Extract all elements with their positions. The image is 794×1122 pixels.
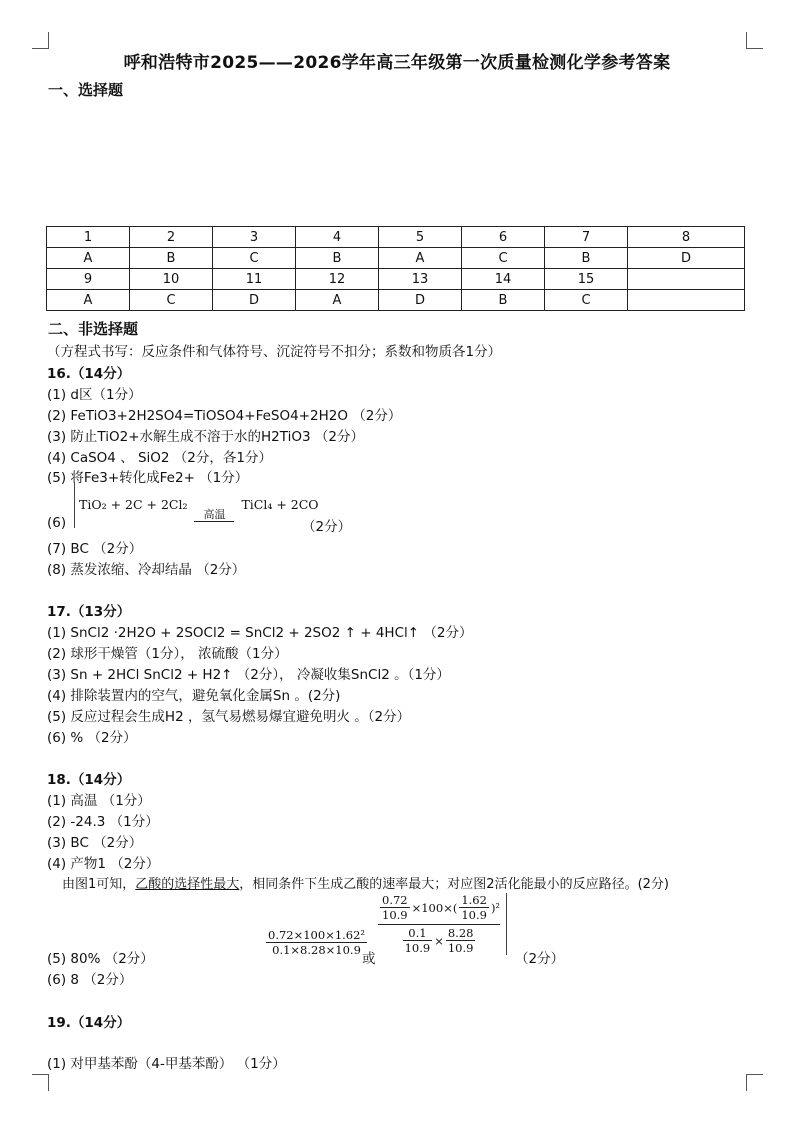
table-cell: 10 <box>130 269 213 290</box>
q19-answer-1: (1) 对甲基苯酚（4-甲基苯酚） （1分） <box>47 1056 286 1072</box>
q16-answer-3: (3) 防止TiO2+水解生成不溶于水的H2TiO3 （2分） <box>47 429 364 445</box>
table-cell: C <box>213 248 296 269</box>
table-row <box>47 269 745 290</box>
table-cell: 13 <box>379 269 462 290</box>
answer-table <box>46 226 745 311</box>
q17-answer-1: (1) SnCl2 ·2H2O + 2SOCl2 = SnCl2 + 2SO2 ↑ + 4HCl↑ （2分） <box>47 625 473 641</box>
table-cell: 15 <box>545 269 628 290</box>
table-cell: C <box>130 290 213 311</box>
q18-answer-5-score: （2分） <box>515 951 565 967</box>
table-cell: D <box>628 248 745 269</box>
q18-or-label: 或 <box>362 951 376 967</box>
table-cell: A <box>296 290 379 311</box>
reaction-arrow <box>194 508 234 528</box>
table-row <box>47 248 745 269</box>
q16-answer-4: (4) CaSO4 、 SiO2 （2分，各1分） <box>47 450 272 466</box>
q16-header: 16.（14分） <box>47 366 131 382</box>
q18-answer-6: (6) 8 （2分） <box>47 972 133 988</box>
table-cell: 9 <box>47 269 130 290</box>
table-row <box>47 227 745 248</box>
table-cell: B <box>296 248 379 269</box>
q16-answer-8: (8) 蒸发浓缩、冷却结晶 （2分） <box>47 562 246 578</box>
crop-mark-bottom-right <box>746 1074 763 1091</box>
q18-answer-5: (5) 80% （2分） <box>47 951 154 967</box>
q16-answer-6-score: （2分） <box>302 519 352 535</box>
table-cell: A <box>47 290 130 311</box>
table-cell: 4 <box>296 227 379 248</box>
q16-answer-2: (2) FeTiO3+2H2SO4=TiOSO4+FeSO4+2H2O （2分） <box>47 408 402 424</box>
q16-answer-1: (1) d区（1分） <box>47 387 142 403</box>
q18-answer-2: (2) -24.3 （1分） <box>47 814 159 830</box>
q17-answer-3: (3) Sn + 2HCl SnCl2 + H2↑ （2分）， 冷凝收集SnCl2 。（1分） <box>47 667 450 683</box>
table-cell <box>628 290 745 311</box>
table-cell: 14 <box>462 269 545 290</box>
q17-answer-4: (4) 排除装置内的空气，避免氧化金属Sn 。(2分) <box>47 688 341 704</box>
q17-answer-6: (6) % （2分） <box>47 730 137 746</box>
equation-products: TiCl₄ + 2CO <box>241 497 319 512</box>
reaction-condition: 高温 <box>203 508 226 521</box>
crop-mark-top-right <box>746 32 763 49</box>
q16-answer-5: (5) 将Fe3+转化成Fe2+ （1分） <box>47 470 249 486</box>
table-cell: 8 <box>628 227 745 248</box>
table-cell: C <box>462 248 545 269</box>
table-cell: D <box>379 290 462 311</box>
q16-answer-6-label: (6) <box>47 515 67 531</box>
table-cell: A <box>379 248 462 269</box>
table-cell: 2 <box>130 227 213 248</box>
q17-answer-5: (5) 反应过程会生成H2 ，氢气易燃易爆宜避免明火 。（2分） <box>47 709 411 725</box>
table-cell: 12 <box>296 269 379 290</box>
table-cell: C <box>545 290 628 311</box>
section-multiple-choice-heading: 一、选择题 <box>48 81 124 99</box>
q18-kp-expression-alt: $\frac{0.72}{10.9}$ ×100×( $\frac{1.62}{10.9}$ )² $\frac{0.1}{10.9}$ × $\frac{8.28}{10.9}$ <box>378 893 507 955</box>
table-cell: 3 <box>213 227 296 248</box>
underlined-key-phrase: 乙酸的选择性最大 <box>135 877 240 892</box>
section-non-choice-heading: 二、非选择题 <box>48 320 139 338</box>
table-cell: 11 <box>213 269 296 290</box>
equation-reactants: TiO₂ + 2C + 2Cl₂ <box>79 497 188 512</box>
table-cell: 1 <box>47 227 130 248</box>
table-cell: D <box>213 290 296 311</box>
q19-header: 19.（14分） <box>47 1015 131 1031</box>
q18-header: 18.（14分） <box>47 772 131 788</box>
table-cell: 7 <box>545 227 628 248</box>
table-cell: B <box>462 290 545 311</box>
table-cell: 6 <box>462 227 545 248</box>
q16-equation <box>74 482 319 528</box>
table-cell: B <box>130 248 213 269</box>
q18-answer-4-explanation: 由图1可知，乙酸的选择性最大，相同条件下生成乙酸的速率最大；对应图2活化能最小的反应路径。(2分) <box>62 877 669 892</box>
crop-mark-bottom-left <box>32 1074 49 1091</box>
crop-mark-top-left <box>32 32 49 49</box>
q18-answer-1: (1) 高温 （1分） <box>47 793 151 809</box>
q18-answer-3: (3) BC （2分） <box>47 835 143 851</box>
table-cell: 5 <box>379 227 462 248</box>
table-row <box>47 290 745 311</box>
table-cell: B <box>545 248 628 269</box>
q16-answer-7: (7) BC （2分） <box>47 541 143 557</box>
q17-answer-2: (2) 球形干燥管（1分）， 浓硫酸（1分） <box>47 646 288 662</box>
scoring-note: （方程式书写：反应条件和气体符号、沉淀符号不扣分；系数和物质各1分） <box>47 344 502 360</box>
q17-header: 17.（13分） <box>47 604 131 620</box>
table-cell <box>628 269 745 290</box>
page-title: 呼和浩特市2025——2026学年高三年级第一次质量检测化学参考答案 <box>123 53 671 73</box>
q18-answer-4: (4) 产物1 （2分） <box>47 856 160 872</box>
table-cell: A <box>47 248 130 269</box>
q18-kp-expression: $\frac{\text{0.72×100×1.62²}}{0.1\times 8.28\times 10.9}$ <box>268 928 366 957</box>
